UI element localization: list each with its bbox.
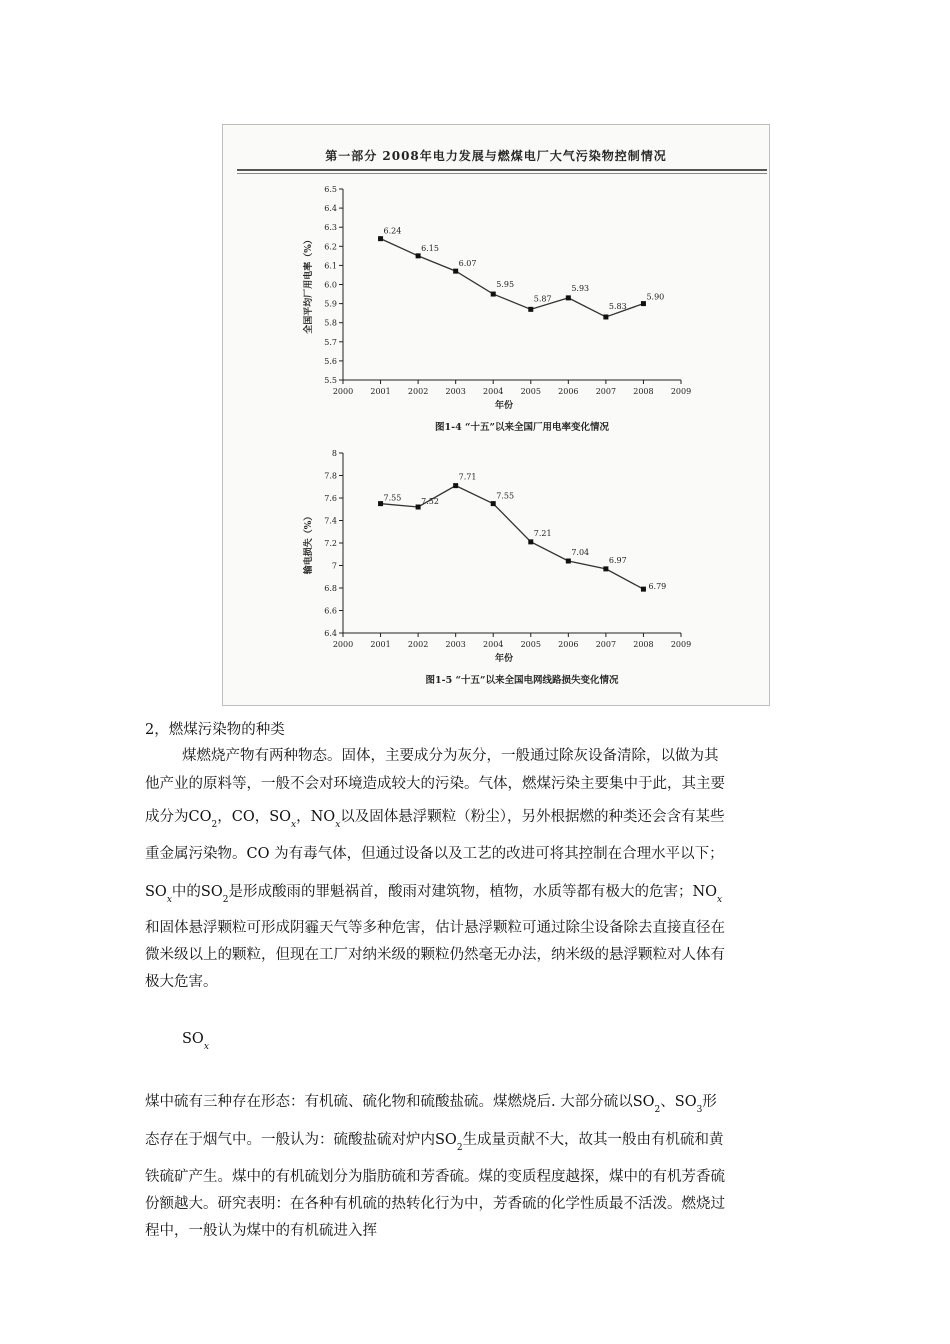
data-point <box>491 501 496 506</box>
x-tick-label: 2006 <box>558 387 579 396</box>
para1-line4: 重金属污染物。CO 为有毒气体，但通过设备以及工艺的改进可将其控制在合理水平以下； <box>145 846 724 862</box>
x-tick-label: 2001 <box>370 387 391 396</box>
para1-line6: 和固体悬浮颗粒可形成阴霾天气等多种危害，估计悬浮颗粒可通过除尘设备除去直接直径在 <box>145 920 725 936</box>
y-tick-label: 7 <box>331 561 337 571</box>
para2-line2: 态存在于烟气中。一般认为：硫酸盐硫对炉内$SO_2$生成量贡献不大，故其一般由有机硫和黄 <box>145 1132 724 1153</box>
y-tick-label: 6.8 <box>324 584 337 593</box>
data-label: 7.04 <box>571 548 590 557</box>
figure-caption: 图1-5 “十五”以来全国电网线路损失变化情况 <box>425 675 619 686</box>
y-tick-label: 7.2 <box>324 539 337 548</box>
series-line <box>381 239 644 317</box>
x-tick-label: 2003 <box>445 640 466 649</box>
data-label: 6.15 <box>421 243 439 253</box>
x-tick-label: 2009 <box>670 640 692 649</box>
para1-line3: 成分为$CO_2$，CO，$SO_x$，$NO_x$以及固体悬浮颗粒（粉尘），另外根据燃的种类还会含有某些 <box>145 809 725 830</box>
y-tick-label: 6.0 <box>324 280 337 290</box>
data-point <box>566 295 571 300</box>
x-tick-label: 2007 <box>595 387 617 396</box>
para2-line4: 份额越大。研究表明：在各种有机硫的热转化行为中，芳香硫的化学性质最不活泼。燃烧过 <box>145 1196 725 1212</box>
chart-station-power-rate <box>223 125 769 435</box>
para1-line7: 微米级以上的颗粒，但现在工厂对纳米级的颗粒仍然毫无办法，纳米级的悬浮颗粒对人体有 <box>145 947 725 963</box>
y-tick-label: 5.9 <box>324 299 337 309</box>
data-point <box>416 505 421 510</box>
y-tick-label: 5.8 <box>324 318 337 328</box>
data-point <box>641 301 646 306</box>
x-tick-label: 2006 <box>558 640 579 649</box>
data-point <box>528 539 533 544</box>
y-tick-label: 6.1 <box>324 261 337 271</box>
y-tick-label: 5.5 <box>324 376 337 385</box>
data-point <box>416 253 421 258</box>
x-tick-label: 2008 <box>633 640 654 649</box>
data-point <box>603 566 608 571</box>
data-label: 7.55 <box>383 493 402 503</box>
y-tick-label: 5.6 <box>324 356 337 366</box>
data-point <box>528 307 533 312</box>
figure-header: 第一部分 2008年电力发展与燃煤电厂大气污染物控制情况 <box>325 149 667 163</box>
y-tick-label: 7.4 <box>324 516 337 526</box>
y-tick-label: 8 <box>331 449 337 458</box>
data-label: 5.83 <box>608 301 627 311</box>
data-label: 6.97 <box>608 555 627 565</box>
x-tick-label: 2005 <box>520 387 541 396</box>
y-tick-label: 7.8 <box>324 471 337 481</box>
para2-line3: 铁硫矿产生。煤中的有机硫划分为脂肪硫和芳香硫。煤的变质程度越探，煤中的有机芳香硫 <box>145 1169 725 1185</box>
x-tick-label: 2004 <box>483 640 504 649</box>
data-point <box>491 292 496 297</box>
para2-line1: 煤中硫有三种存在形态：有机硫、硫化物和硫酸盐硫。煤燃烧后. 大部分硫以$SO_2$、$SO_3$形 <box>145 1094 717 1115</box>
y-tick-label: 6.5 <box>324 185 337 194</box>
data-label: 7.55 <box>496 491 515 501</box>
data-point <box>453 269 458 274</box>
data-label: 7.52 <box>421 497 439 506</box>
data-point <box>453 483 458 488</box>
series-line <box>381 486 644 590</box>
data-label: 5.95 <box>496 280 515 290</box>
data-label: 7.21 <box>533 528 552 538</box>
data-label: 5.87 <box>533 294 552 304</box>
para2-line5: 程中，一般认为煤中的有机硫进入挥 <box>145 1223 377 1239</box>
data-point <box>641 587 646 592</box>
para1-line8: 极大危害。 <box>145 974 218 990</box>
so-heading: $SO_x$ <box>182 1031 209 1052</box>
x-tick-label: 2009 <box>670 387 692 396</box>
x-axis-label: 年份 <box>494 401 514 411</box>
para1-line5: $SO_x$中的$SO_2$是形成酸雨的罪魁祸首，酸雨对建筑物，植物，水质等都有极大的危害；$NO_x$ <box>145 884 723 905</box>
x-tick-label: 2000 <box>332 640 354 649</box>
y-axis-label: 输电损失（%） <box>304 511 314 575</box>
section-heading: 2，燃煤污染物的种类 <box>145 722 285 738</box>
data-point <box>378 501 383 506</box>
y-tick-label: 6.4 <box>324 204 337 214</box>
y-tick-label: 6.4 <box>324 629 337 638</box>
figure-caption: 图1-4 “十五”以来全国厂用电率变化情况 <box>435 422 609 433</box>
chart-line-loss <box>223 435 769 705</box>
x-axis-label: 年份 <box>494 654 514 664</box>
y-tick-label: 6.6 <box>324 606 337 616</box>
data-label: 6.24 <box>383 226 402 236</box>
data-label: 7.71 <box>458 472 477 482</box>
x-tick-label: 2001 <box>370 640 391 649</box>
y-tick-label: 6.2 <box>324 242 337 252</box>
para1-line2: 他产业的原料等，一般不会对环境造成较大的污染。气体，燃煤污染主要集中于此，其主要 <box>145 776 725 792</box>
x-tick-label: 2005 <box>520 640 541 649</box>
data-label: 5.90 <box>646 292 665 302</box>
y-tick-label: 7.6 <box>324 494 337 503</box>
data-label: 6.07 <box>458 259 477 269</box>
x-tick-label: 2002 <box>407 640 429 649</box>
data-point <box>566 559 571 564</box>
y-tick-label: 6.3 <box>324 223 337 233</box>
para1-line1: 煤燃烧产物有两种物态。固体，主要成分为灰分，一般通过除灰设备清除，以做为其 <box>182 748 719 764</box>
data-label: 6.79 <box>648 582 667 592</box>
x-tick-label: 2000 <box>332 387 354 396</box>
data-label: 5.93 <box>571 283 590 293</box>
x-tick-label: 2003 <box>445 387 466 396</box>
data-point <box>603 314 608 319</box>
x-tick-label: 2008 <box>633 387 654 396</box>
data-point <box>378 236 383 241</box>
x-tick-label: 2002 <box>407 387 429 396</box>
figure-scan <box>222 124 770 706</box>
x-tick-label: 2004 <box>483 387 504 396</box>
x-tick-label: 2007 <box>595 640 617 649</box>
y-tick-label: 5.7 <box>324 337 337 347</box>
y-axis-label: 全国平均厂用电率（%） <box>304 235 314 334</box>
